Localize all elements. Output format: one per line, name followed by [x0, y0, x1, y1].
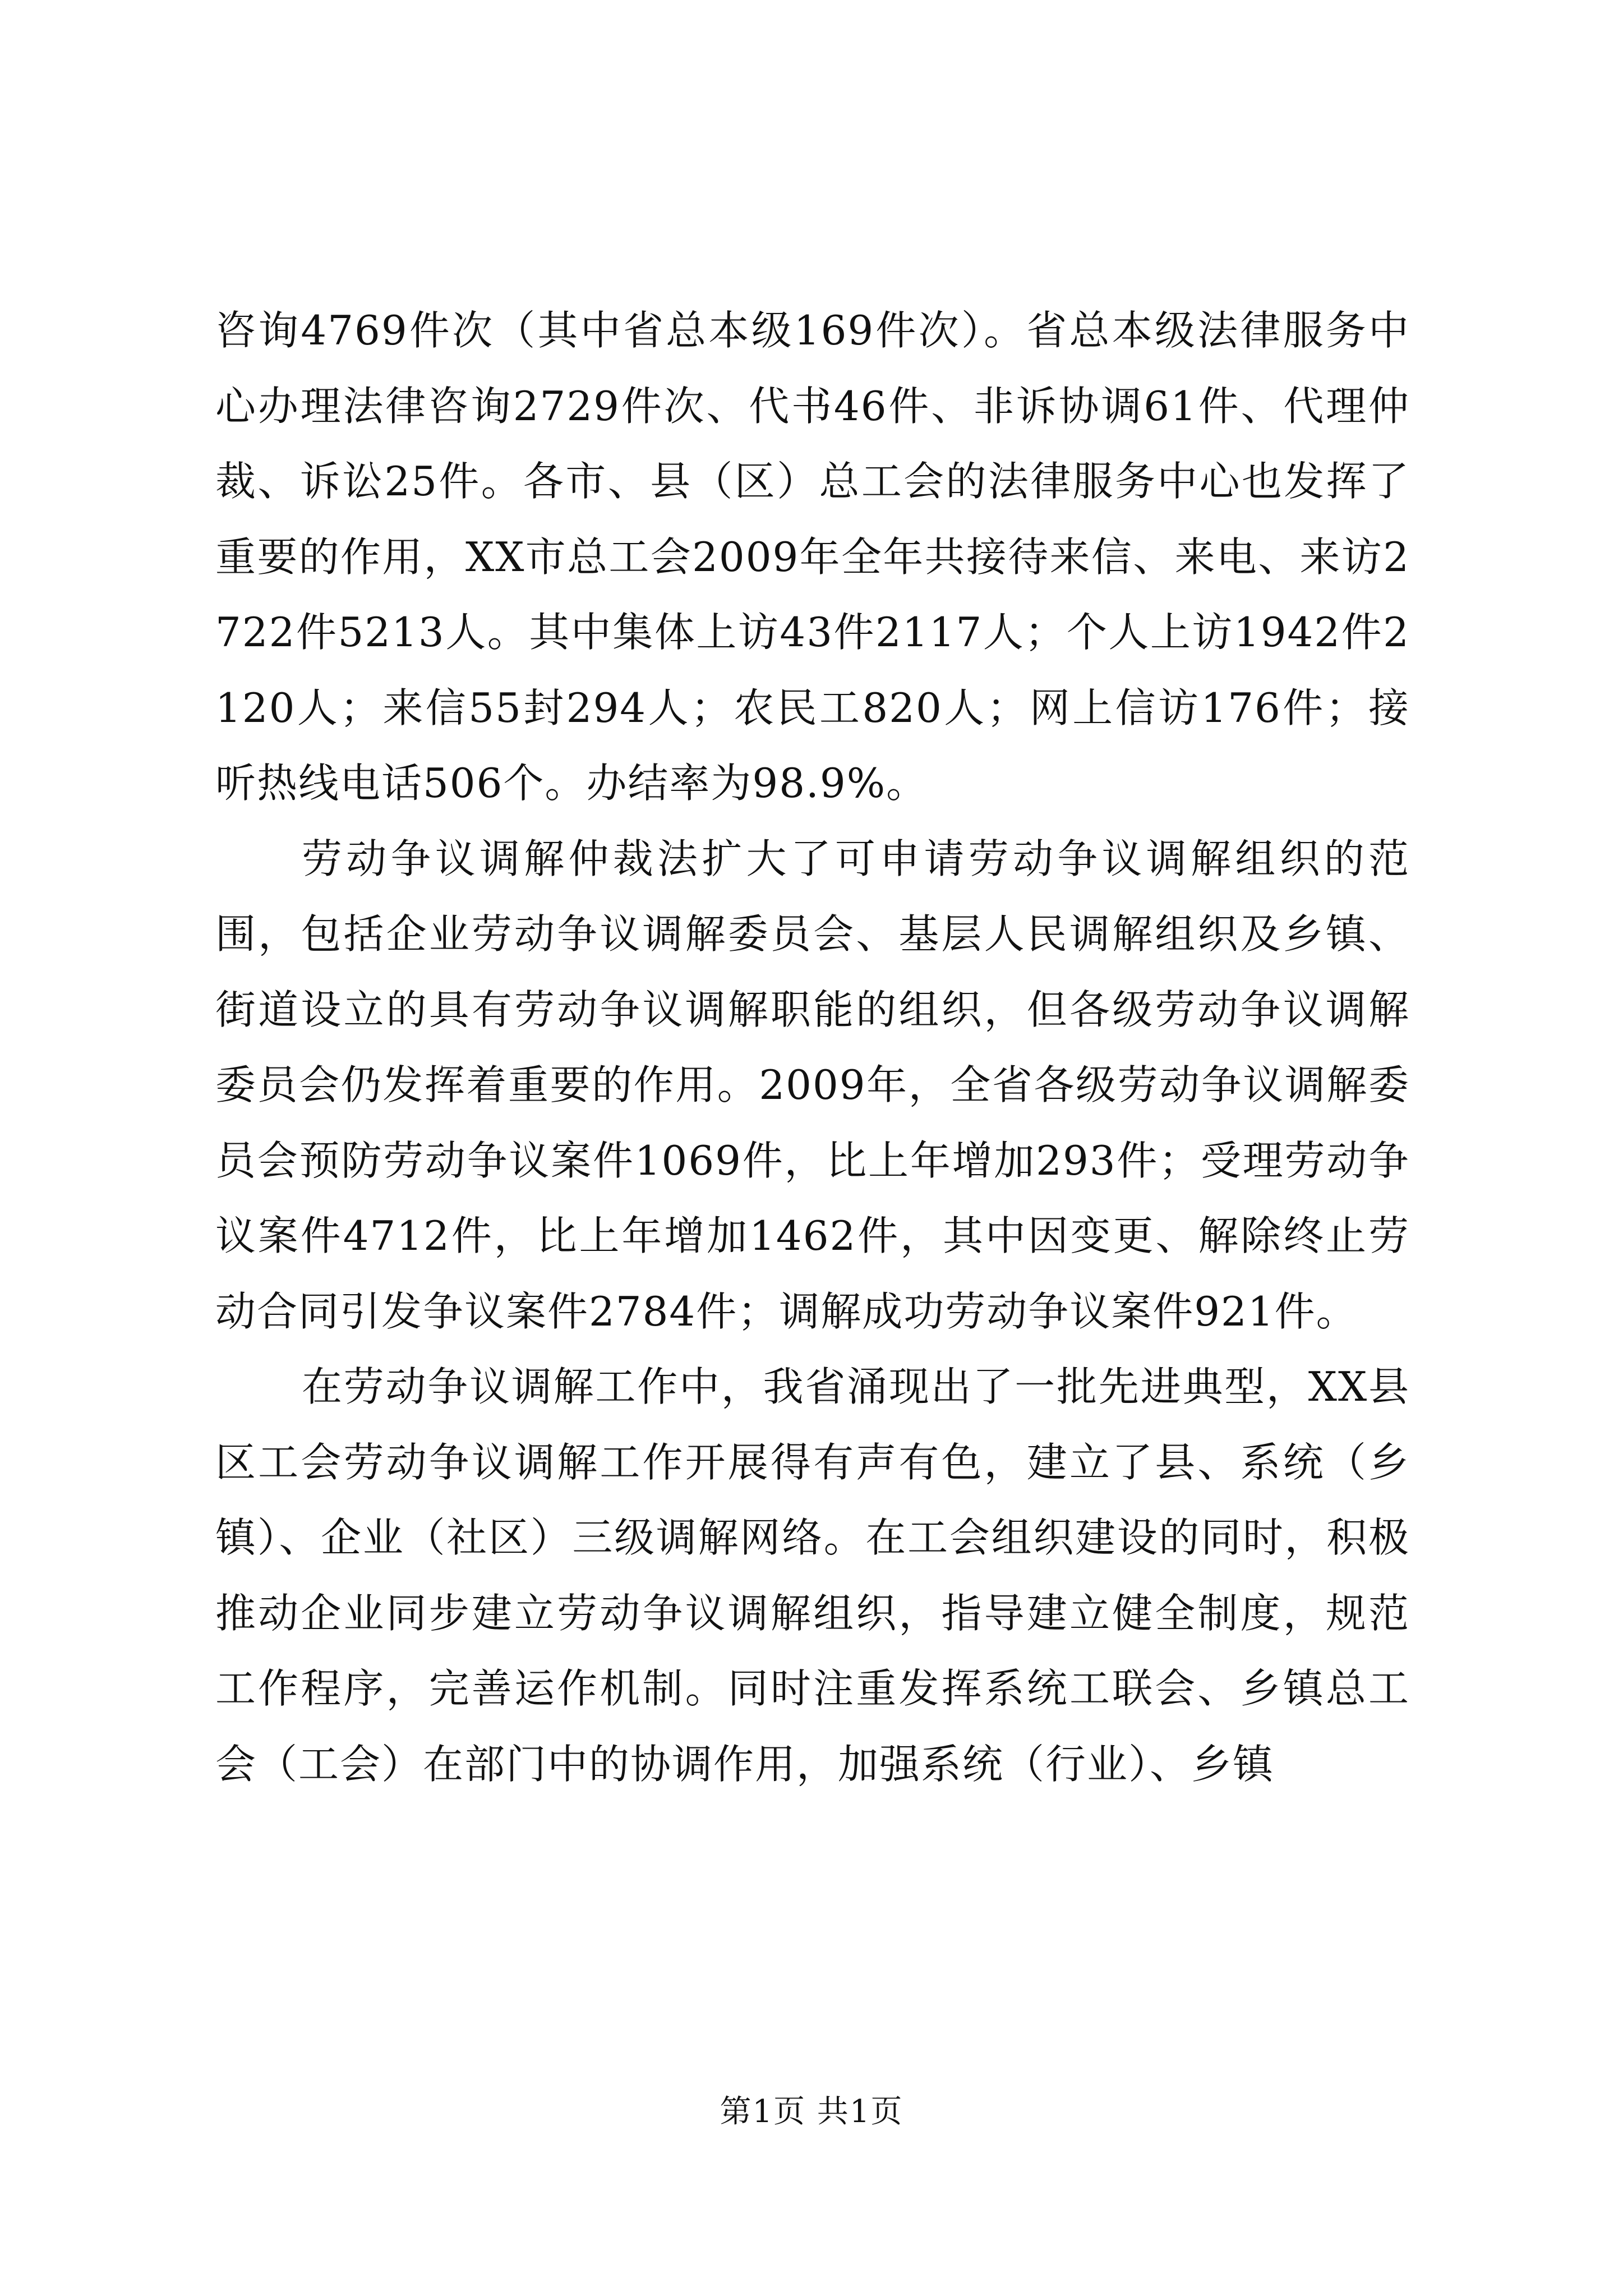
paragraph-2: 劳动争议调解仲裁法扩大了可申请劳动争议调解组织的范围，包括企业劳动争议调解委员会、基层人民调解组织及乡镇、街道设立的具有劳动争议调解职能的组织，但各级劳动争议调解委员会仍发挥着重要的作用。2009年，全省各级劳动争议调解委员会预防劳动争议案件1069件，比上年增加293件；受理劳动争议案件4712件，比上年增加1462件，其中因变更、解除终止劳动合同引发争议案件2784件；调解成功劳动争议案件921件。: [215, 835, 1410, 1335]
paragraph-1: 咨询4769件次（其中省总本级169件次）。省总本级法律服务中心办理法律咨询2729件次、代书46件、非诉协调61件、代理仲裁、诉讼25件。各市、县（区）总工会的法律服务中心也发挥了重要的作用，XX市总工会2009年全年共接待来信、来电、来访2722件5213人。其中集体上访43件2117人；个人上访1942件2120人；来信55封294人；农民工820人；网上信访176件；接听热线电话506个。办结率为98.9%。: [215, 307, 1410, 807]
paragraph-3: 在劳动争议调解工作中，我省涌现出了一批先进典型，XX县区工会劳动争议调解工作开展得有声有色，建立了县、系统（乡镇）、企业（社区）三级调解网络。在工会组织建设的同时，积极推动企业同步建立劳动争议调解组织，指导建立健全制度，规范工作程序，完善运作机制。同时注重发挥系统工联会、乡镇总工会（工会）在部门中的协调作用，加强系统（行业）、乡镇: [215, 1363, 1410, 1788]
document-body: [215, 293, 1410, 1802]
page-footer: 第1页 共1页: [720, 2093, 903, 2130]
